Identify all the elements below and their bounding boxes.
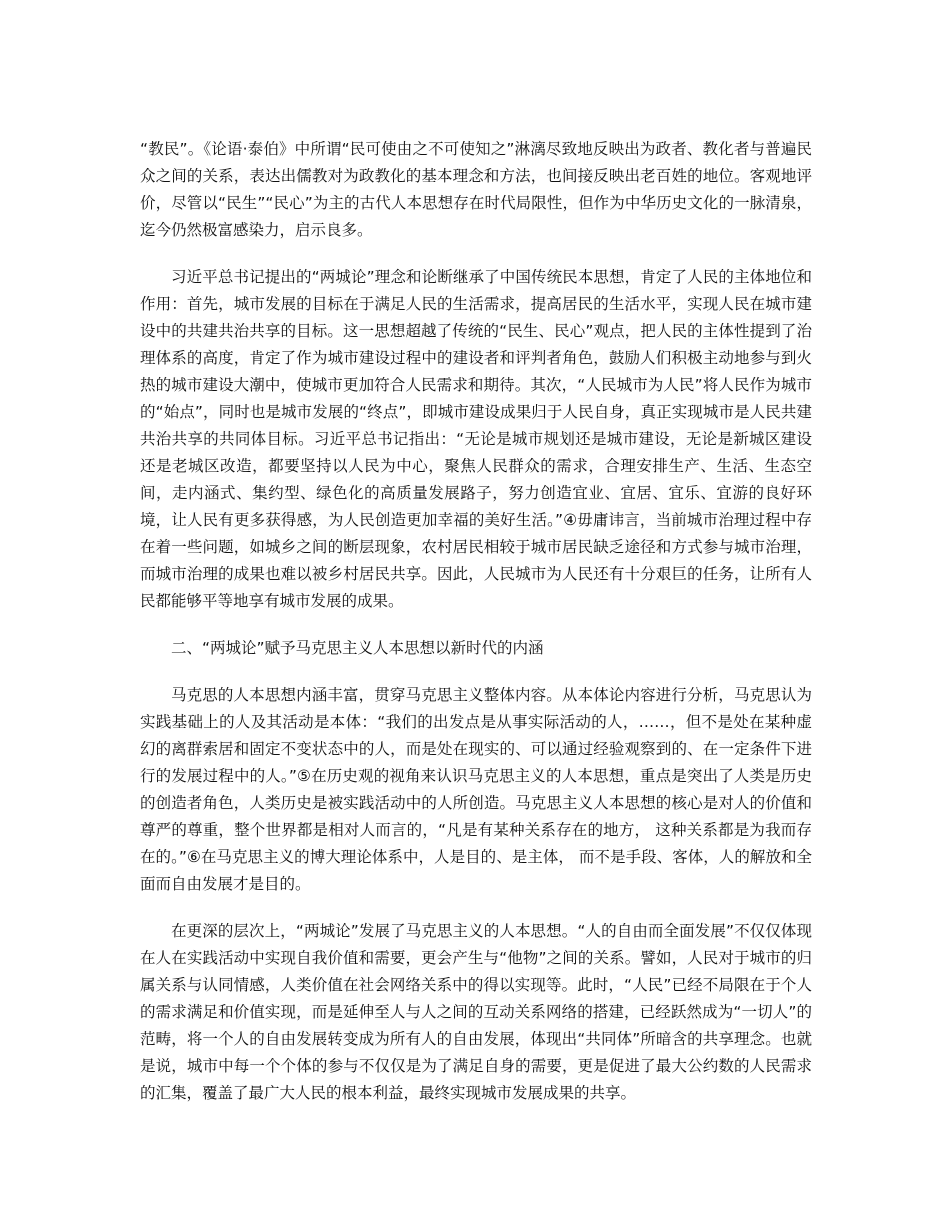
paragraph-intro: “教民”。《论语·泰伯》中所谓“民可使由之不可使知之”淋漓尽致地反映出为政者、教化者与普遍民众之间的关系，表达出儒教对为政教化的基本理念和方法，也间接反映出老百姓的地位。客观地评价，尽管以“民生”“民心”为主的古代人本思想存在时代局限性，但作为中华历史文化的一脉清泉，迄今仍然极富感染力，启示良多。 [140, 140, 812, 239]
paragraph-deeper-level: 在更深的层次上，“两城论”发展了马克思主义的人本思想。“人的自由而全面发展”不仅仅体现在人在实践活动中实现自我价值和需要，更会产生与“他物”之间的关系。譬如，人民对于城市的归属关系与认同情感，人类价值在社会网络关系中的得以实现等。此时，“人民”已经不局限在于个人的需求满足和价值实现，而是延伸至人与人之间的互动关系网络的搭建，已经跃然成为“一切人”的范畴，将一个人的自由发展转变成为所有人的自由发展，体现出“共同体”所暗含的共享理念。也就是说，城市中每一个个体的参与不仅仅是为了满足自身的需要，更是促进了最大公约数的人民需求的汇集，覆盖了最广大人民的根本利益，最终实现城市发展成果的共享。 [140, 922, 812, 1102]
document-body [140, 136, 812, 1127]
paragraph-marx-humanism: 马克思的人本思想内涵丰富，贯穿马克思主义整体内容。从本体论内容进行分析，马克思认为实践基础上的人及其活动是本体：“我们的出发点是从事实际活动的人，……，但不是处在某种虚幻的离群索居和固定不变状态中的人，而是处在现实的、可以通过经验观察到的、在一定条件下进行的发展过程中的人。”⑤在历史观的视角来认识马克思主义的人本思想，重点是突出了人类是历史的创造者角色，人类历史是被实践活动中的人所创造。马克思主义人本思想的核心是对人的价值和尊严的尊重，整个世界都是相对人而言的，“凡是有某种关系存在的地方， 这种关系都是为我而存在的。”⑥在马克思主义的博大理论体系中，人是目的、是主体， 而不是手段、客体，人的解放和全面而自由发展才是目的。 [140, 686, 812, 893]
paragraph-two-cities-theory: 习近平总书记提出的“两城论”理念和论断继承了中国传统民本思想，肯定了人民的主体地位和作用：首先，城市发展的目标在于满足人民的生活需求，提高居民的生活水平，实现人民在城市建设中的共建共治共享的目标。这一思想超越了传统的“民生、民心”观点，把人民的主体性提到了治理体系的高度，肯定了作为城市建设过程中的建设者和评判者角色，鼓励人们积极主动地参与到火热的城市建设大潮中，使城市更加符合人民需求和期待。其次，“人民城市为人民”将人民作为城市的“始点”，同时也是城市发展的“终点”，即城市建设成果归于人民自身，真正实现城市是人民共建共治共享的共同体目标。习近平总书记指出：“无论是城市规划还是城市建设，无论是新城区建设还是老城区改造，都要坚持以人民为中心，聚焦人民群众的需求，合理安排生产、生活、生态空间，走内涵式、集约型、绿色化的高质量发展路子，努力创造宜业、宜居、宜乐、宜游的良好环境，让人民有更多获得感，为人民创造更加幸福的美好生活。”④毋庸讳言，当前城市治理过程中存在着一些问题，如城乡之间的断层现象，农村居民相较于城市居民缺乏途径和方式参与城市治理，而城市治理的成果也难以被乡村居民共享。因此，人民城市为人民还有十分艰巨的任务，让所有人民都能够平等地享有城市发展的成果。 [140, 268, 812, 610]
section-heading: 二、“两城论”赋予马克思主义人本思想以新时代的内涵 [171, 639, 544, 657]
